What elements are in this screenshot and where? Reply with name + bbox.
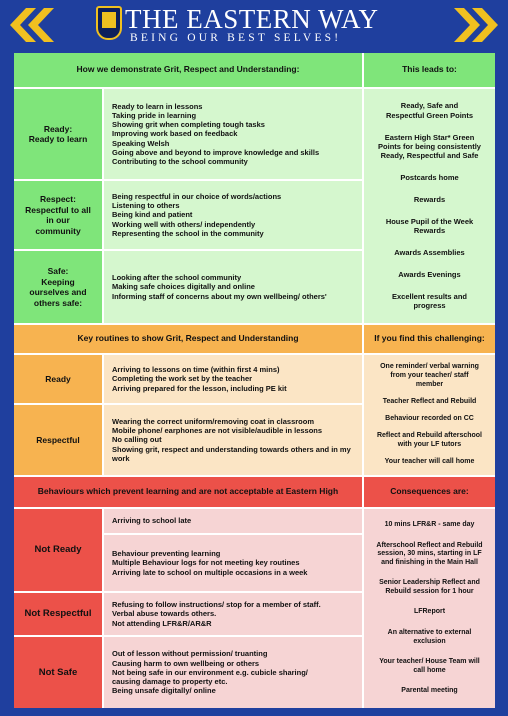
row-label-respect: Respect: Respectful to all in our community (14, 181, 102, 249)
row-items-ready (104, 89, 362, 179)
section2-header-right: If you find this challenging: (364, 325, 495, 353)
leads-to-item: Awards Evenings (398, 270, 461, 280)
consequence-item: Your teacher/ House Team will call home (379, 658, 480, 674)
list-item: Causing harm to own wellbeing or others (112, 658, 260, 668)
list-item: Working well with others/ independently (112, 219, 256, 229)
behaviour-table (14, 53, 495, 708)
list-item: Being respectful in our choice of words/actions (112, 191, 282, 201)
school-motto: BEING OUR BEST SELVES! (130, 32, 342, 44)
section3-header-right: Consequences are: (364, 477, 495, 507)
section2-header-left: Key routines to show Grit, Respect and Understanding (14, 325, 362, 353)
row-label-ready: Ready: Ready to learn (14, 89, 102, 179)
row-label-routine-respectful: Respectful (14, 405, 102, 475)
list-item: Wearing the correct uniform/removing coat in classroom (112, 416, 314, 426)
list-item: Showing grit when completing tough tasks (112, 120, 265, 130)
list-item: Making safe choices digitally and online (112, 282, 255, 292)
consequence-item: Afterschool Reflect and Rebuild session, 30 mins, starting in LF and finishing in the Main Hall (376, 541, 483, 566)
row-label-routine-ready: Ready (14, 355, 102, 403)
list-item: Mobile phone/ earphones are not visible/audible in lessons (112, 426, 323, 436)
challenging-item: Behaviour recorded on CC (385, 414, 474, 422)
row-items-not-ready-late (104, 509, 362, 533)
section1-header-left: How we demonstrate Grit, Respect and Understanding: (14, 53, 362, 87)
list-item: No calling out (112, 435, 162, 445)
row-label-not-respectful: Not Respectful (14, 593, 102, 635)
leads-to-item: House Pupil of the Week Rewards (385, 216, 474, 236)
row-items-not-safe (104, 637, 362, 708)
list-item: Not attending LFR&R/AR&R (112, 618, 212, 628)
row-label-not-safe: Not Safe (14, 637, 102, 708)
consequence-item: LFReport (413, 608, 446, 616)
row-items-not-respectful (104, 593, 362, 635)
challenging-item: One reminder/ verbal warning from your teacher/ staff member (380, 363, 479, 388)
list-item: Showing grit, respect and understanding towards others and in my work (112, 444, 351, 463)
row-items-safe (104, 251, 362, 323)
list-item: causing damage to property etc. (112, 677, 228, 687)
consequence-item: Senior Leadership Reflect and Rebuild session for 1 hour (379, 579, 480, 595)
consequences-column (364, 509, 495, 708)
list-item: Arriving to lessons on time (within first 4 mins) (112, 365, 280, 375)
list-item: Improving work based on feedback (112, 129, 238, 139)
leads-to-item: Rewards (413, 194, 446, 204)
double-chevron-left-icon (6, 6, 58, 44)
challenging-item: Your teacher will call home (384, 458, 475, 466)
leads-to-item: Eastern High Star* Green Points for being consistently Ready, Respectful and Safe (378, 132, 481, 160)
challenging-column (364, 355, 495, 475)
consequence-item: An alternative to external exclusion (387, 629, 472, 645)
list-item: Contributing to the school community (112, 157, 248, 166)
school-crest-logo (96, 6, 122, 40)
list-item: Multiple Behaviour logs for not meeting key routines (112, 558, 300, 568)
list-item: Going above and beyond to improve knowledge and skills (112, 147, 320, 157)
row-label-safe: Safe: Keeping ourselves and others safe: (14, 251, 102, 323)
challenging-item: Reflect and Rebuild afterschool with your LF tutors (376, 432, 483, 448)
row-items-routine-ready (104, 355, 362, 403)
consequence-item: 10 mins LFR&R - same day (384, 520, 475, 528)
list-item: Behaviour preventing learning (112, 549, 221, 559)
list-item: Verbal abuse towards others. (112, 609, 217, 619)
leads-to-item: Awards Assemblies (394, 248, 465, 258)
list-item: Not being safe in our environment e.g. cubicle sharing/ (112, 667, 308, 677)
row-items-not-ready-behaviour (104, 535, 362, 591)
page-header (0, 0, 508, 52)
list-item: Looking after the school community (112, 273, 242, 283)
challenging-item: Teacher Reflect and Rebuild (382, 397, 477, 405)
list-item: Arriving prepared for the lesson, including PE kit (112, 383, 287, 393)
page-title: THE EASTERN WAY (125, 4, 379, 34)
row-items-routine-respectful (104, 405, 362, 475)
leads-to-item: Postcards home (400, 172, 459, 182)
double-chevron-right-icon (450, 6, 502, 44)
section1-header-right: This leads to: (364, 53, 495, 87)
list-item: Listening to others (112, 201, 180, 211)
consequence-item: Parental meeting (401, 687, 458, 695)
list-item: Out of lesson without permission/ truanting (112, 649, 268, 659)
row-label-not-ready: Not Ready (14, 509, 102, 591)
leads-to-column (364, 89, 495, 323)
leads-to-item: Excellent results and progress (391, 292, 468, 311)
list-item: Taking pride in learning (112, 110, 197, 120)
list-item: Ready to learn in lessons (112, 101, 203, 111)
list-item: Speaking Welsh (112, 138, 170, 148)
list-item: Representing the school in the community (112, 228, 264, 238)
leads-to-item: Ready, Safe and Respectful Green Points (385, 101, 474, 120)
list-item: Informing staff of concerns about my own wellbeing/ others' (112, 291, 327, 301)
list-item: Refusing to follow instructions/ stop for a member of staff. (112, 600, 321, 610)
list-item: Being kind and patient (112, 210, 193, 220)
list-item: Being unsafe digitally/ online (112, 686, 216, 696)
list-item: Arriving late to school on multiple occasions in a week (112, 567, 308, 577)
section3-header-left: Behaviours which prevent learning and are not acceptable at Eastern High (14, 477, 362, 507)
row-items-respect (104, 181, 362, 249)
list-item: Arriving to school late (112, 516, 192, 526)
list-item: Completing the work set by the teacher (112, 374, 253, 384)
